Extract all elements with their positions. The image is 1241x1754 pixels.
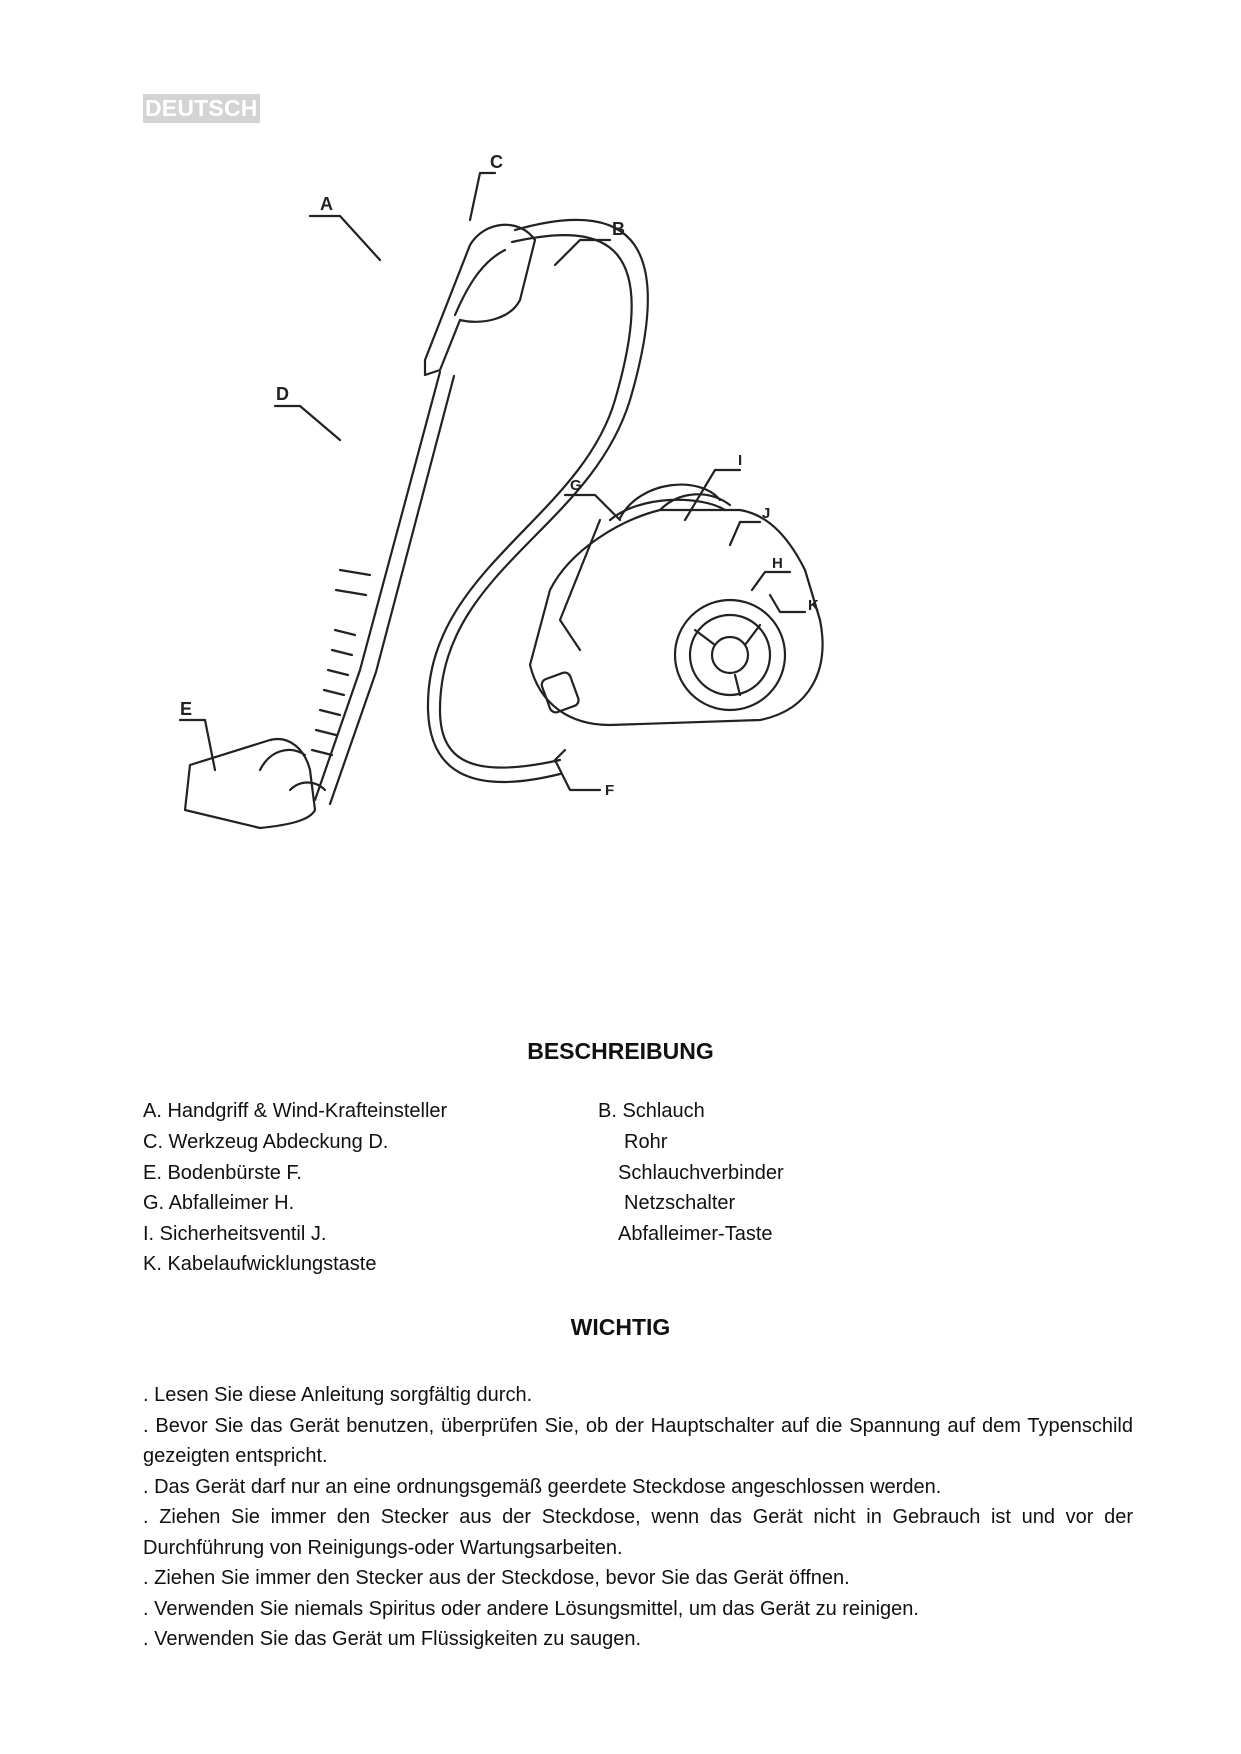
label-i: I <box>738 452 743 469</box>
label-c: C <box>490 152 503 172</box>
important-list <box>143 1380 1133 1655</box>
tube-right <box>330 376 454 804</box>
important-item: . Ziehen Sie immer den Stecker aus der Steckdose, wenn das Gerät nicht in Gebrauch ist und vor der Durchführung von Reinigungs-oder Wartungsarbeiten. <box>143 1506 1133 1559</box>
description-item: K. Kabelaufwicklungstaste <box>143 1253 377 1275</box>
label-d: D <box>276 384 289 404</box>
important-item: . Verwenden Sie das Gerät um Flüssigkeiten zu saugen. <box>143 1628 642 1650</box>
important-item: . Das Gerät darf nur an eine ordnungsgemäß geerdete Steckdose angeschlossen werden. <box>143 1475 942 1498</box>
label-j: J <box>762 505 771 522</box>
hose-outline <box>440 220 648 768</box>
important-item: . Ziehen Sie immer den Stecker aus der Steckdose, bevor Sie das Gerät öffnen. <box>143 1567 850 1589</box>
description-item: E. Bodenbürste F. <box>143 1162 302 1184</box>
label-b: B <box>612 219 625 239</box>
label-k: K <box>808 597 819 614</box>
label-e: E <box>180 699 193 719</box>
important-item: . Verwenden Sie niemals Spiritus oder andere Lösungsmittel, um das Gerät zu reinigen. <box>143 1597 919 1620</box>
hose-connector <box>540 671 580 714</box>
floor-brush <box>185 739 315 828</box>
description-item: Rohr <box>624 1131 668 1153</box>
important-heading: WICHTIG <box>570 1314 671 1340</box>
hose-outline-inner <box>428 235 632 782</box>
handle-outline <box>425 225 535 375</box>
description-item: Schlauchverbinder <box>618 1162 784 1184</box>
description-item: G. Abfalleimer H. <box>143 1192 295 1214</box>
description-heading: BESCHREIBUNG <box>527 1038 714 1064</box>
description-item: C. Werkzeug Abdeckung D. <box>143 1131 389 1153</box>
description-item: B. Schlauch <box>598 1100 705 1122</box>
description-item: I. Sicherheitsventil J. <box>143 1223 327 1245</box>
vacuum-cleaner-diagram <box>140 150 1200 950</box>
language-tag: DEUTSCH <box>145 95 258 121</box>
important-item: . Lesen Sie diese Anleitung sorgfältig durch. <box>143 1384 533 1406</box>
important-item: . Bevor Sie das Gerät benutzen, überprüfen Sie, ob der Hauptschalter auf die Spannung auf dem Typenschild gezeigten entspricht. <box>143 1414 1133 1467</box>
label-f: F <box>605 782 615 799</box>
description-item: Netzschalter <box>624 1192 736 1214</box>
description-item: Abfalleimer-Taste <box>618 1223 773 1245</box>
label-h: H <box>772 555 783 572</box>
description-item: A. Handgriff & Wind-Krafteinsteller <box>143 1100 448 1122</box>
tube-left <box>315 372 440 800</box>
label-a: A <box>320 194 333 214</box>
vacuum-body <box>530 510 823 725</box>
wheel-outer <box>675 600 785 710</box>
label-g: G <box>570 477 582 494</box>
